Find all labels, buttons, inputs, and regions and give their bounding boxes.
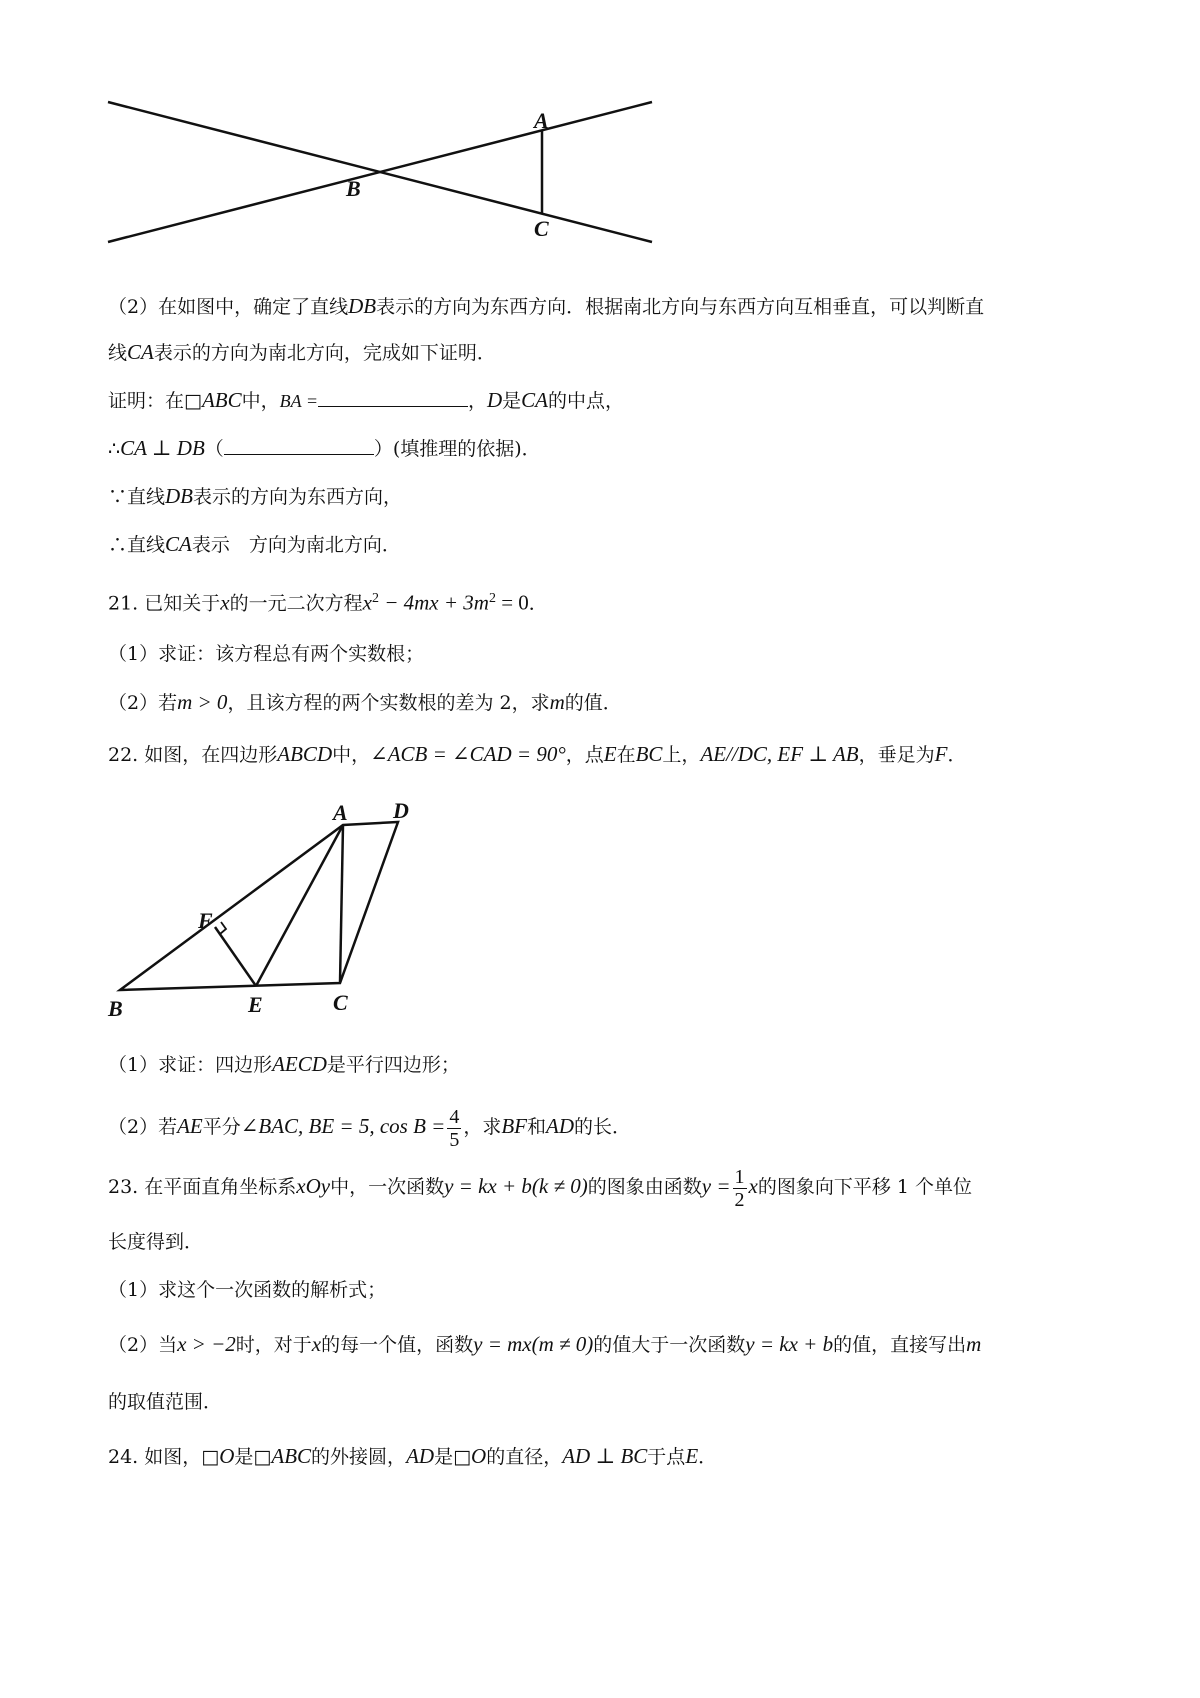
q23-part2: （2）当x > −2时，对于x的每一个值，函数y = mx(m ≠ 0)的值大于一次函数y = kx + b的值，直接写出m (108, 1332, 982, 1356)
p20-line2: 线CA表示的方向为南北方向，完成如下证明． (108, 340, 496, 364)
q23-part1: （1）求这个一次函数的解析式； (108, 1279, 387, 1301)
p20-line1: （2）在如图中，确定了直线DB表示的方向为东西方向．根据南北方向与东西方向互相垂直，可以判断直 (108, 294, 985, 318)
label-c: C (333, 990, 348, 1015)
p20-proof-line4: ∴直线CA表示 方向为南北方向． (108, 532, 401, 556)
q21-stem: 21. 已知关于x的一元二次方程$x^2 - 4mx + 3m^2 = 0$． (108, 590, 548, 615)
p20-proof-line3: ∵直线DB表示的方向为东西方向， (108, 484, 403, 508)
figure-lines-abc (100, 90, 660, 270)
label-a: A (333, 800, 348, 825)
blank-1[interactable] (318, 388, 468, 407)
p20-proof-line1: 证明：在□ABC中，BA = ，D是CA的中点， (108, 388, 625, 412)
q22-stem: 22. 如图，在四边形ABCD中，∠ACB = ∠CAD = 90°，点E在BC上，AE//DC, EF ⊥ AB，垂足为F． (108, 742, 967, 766)
segment-fe (215, 927, 256, 986)
fraction-4-5: $\frac{4}{5}$ (449, 1105, 460, 1151)
quadrilateral-outline (120, 822, 398, 990)
label-a: A (534, 108, 549, 133)
q23-stem-line2: 长度得到． (108, 1231, 204, 1253)
q24-stem: 24. 如图，□O是□ABC的外接圆，AD是□O的直径，AD ⊥ BC于点E． (108, 1444, 718, 1468)
label-b: B (108, 996, 123, 1020)
label-c: C (534, 216, 549, 241)
label-f: F (198, 908, 213, 933)
q23-stem: 23. 在平面直角坐标系xOy中，一次函数y = kx + b(k ≠ 0)的图象由函数y = $\frac{1}{2}$ x的图象向下平移 1 个单位 (108, 1165, 973, 1211)
figure-quadrilateral-abcd (100, 790, 440, 1020)
q22-part2: （2）若AE平分∠BAC, BE = 5, cos B = $\frac{4}{5}$ ，求BF和AD的长． (108, 1105, 632, 1151)
q22-part1: （1）求证：四边形AECD是平行四边形； (108, 1052, 460, 1076)
p20-proof-line2: ∴CA ⊥ DB（ ）(填推理的依据)． (108, 436, 541, 460)
q23-part2-line2: 的取值范围． (108, 1391, 223, 1413)
label-e: E (248, 992, 263, 1017)
segment-ae (256, 825, 343, 986)
segment-ac (340, 825, 343, 983)
blank-2[interactable] (224, 436, 374, 455)
q21-part2: （2）若m > 0，且该方程的两个实数根的差为 2，求m的值． (108, 690, 622, 714)
fraction-1-2: $\frac{1}{2}$ (734, 1165, 745, 1211)
label-b: B (346, 176, 361, 201)
label-d: D (393, 798, 409, 823)
q21-part1: （1）求证：该方程总有两个实数根； (108, 643, 425, 665)
right-angle-mark (220, 922, 226, 934)
